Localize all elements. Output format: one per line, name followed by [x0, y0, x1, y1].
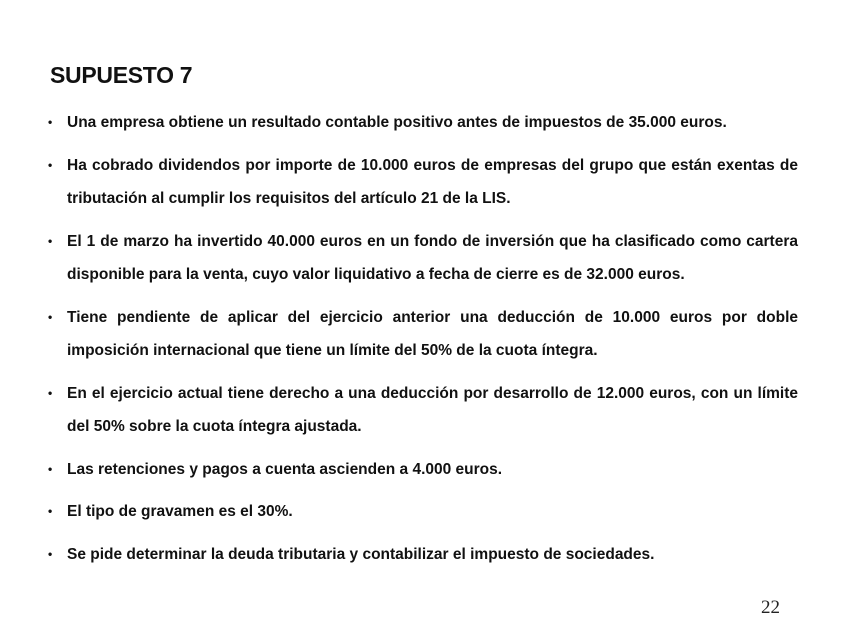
bullet-text: Las retenciones y pagos a cuenta ascienden a 4.000 euros. [67, 460, 503, 478]
bullet-text: Se pide determinar la deuda tributaria y contabilizar el impuesto de sociedades. [67, 545, 655, 563]
bullet-item [48, 495, 798, 529]
bullet-marker: • [48, 461, 53, 476]
bullet-text: Tiene pendiente de aplicar del ejercicio anterior una deducción de 10.000 euros por doble imposición internacional que tiene un límite del 50% de la cuota íntegra. [67, 308, 798, 359]
bullet-item [48, 106, 798, 140]
bullet-item [48, 225, 798, 292]
bullet-marker: • [48, 385, 53, 400]
bullet-item [48, 538, 798, 572]
bullet-marker: • [48, 157, 53, 172]
bullet-list [48, 106, 798, 580]
bullet-text: Una empresa obtiene un resultado contable positivo antes de impuestos de 35.000 euros. [67, 114, 727, 131]
bullet-marker: • [48, 504, 53, 518]
bullet-text: Ha cobrado dividendos por importe de 10.000 euros de empresas del grupo que están exentas de tributación al cumplir los requisitos del artículo 21 de la LIS. [67, 156, 798, 207]
bullet-marker: • [48, 115, 53, 129]
slide-title: SUPUESTO 7 [50, 62, 193, 88]
bullet-item [48, 301, 798, 368]
bullet-item [48, 453, 798, 487]
bullet-item [48, 377, 798, 444]
bullet-marker: • [48, 546, 53, 561]
bullet-text: El 1 de marzo ha invertido 40.000 euros en un fondo de inversión que ha clasificado como cartera disponible para la venta, cuyo valor liquidativo a fecha de cierre es de 32.000 euros. [67, 232, 798, 283]
page-number: 22 [761, 597, 780, 618]
bullet-marker: • [48, 233, 53, 248]
bullet-text: En el ejercicio actual tiene derecho a una deducción por desarrollo de 12.000 euros, con un límite del 50% sobre la cuota íntegra ajustada. [67, 384, 798, 435]
bullet-marker: • [48, 309, 53, 324]
bullet-text: El tipo de gravamen es el 30%. [67, 503, 293, 520]
bullet-item [48, 149, 798, 216]
